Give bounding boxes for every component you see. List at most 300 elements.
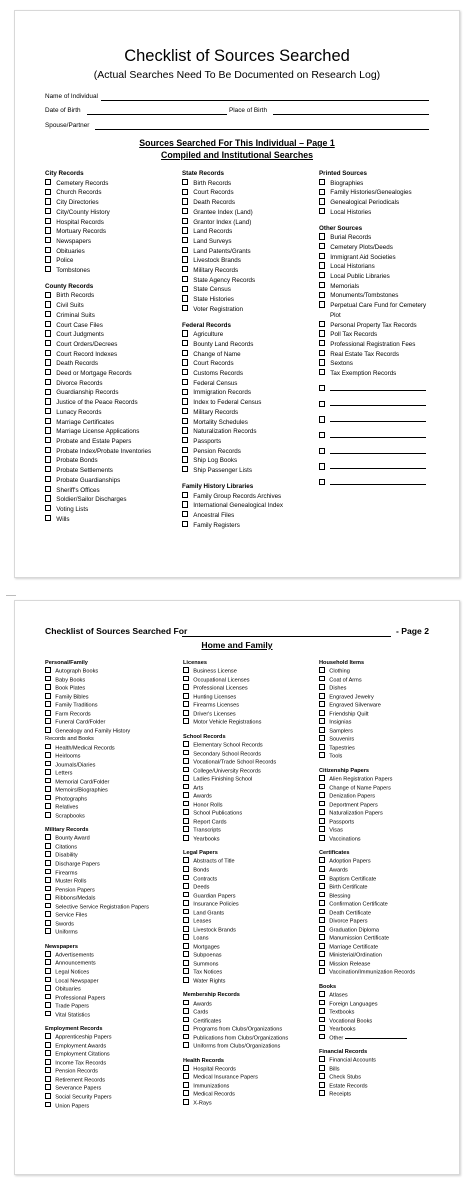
category-heading-financial-records: Financial Records	[319, 1049, 368, 1056]
blank-write-in-line[interactable]	[330, 405, 426, 406]
checkbox[interactable]	[319, 735, 325, 741]
checklist-item-other	[319, 1034, 415, 1043]
checkbox[interactable]	[182, 218, 188, 224]
checkbox[interactable]	[45, 456, 51, 462]
checkbox[interactable]	[45, 447, 51, 453]
checkbox[interactable]	[183, 951, 189, 957]
checkbox[interactable]	[183, 741, 189, 747]
checkbox[interactable]	[182, 398, 188, 404]
checkbox[interactable]	[182, 276, 188, 282]
checkbox[interactable]	[319, 943, 325, 949]
checkbox[interactable]	[183, 960, 189, 966]
checkbox[interactable]	[183, 926, 189, 932]
checkbox[interactable]	[45, 179, 51, 185]
checkbox[interactable]	[183, 684, 189, 690]
checkbox[interactable]	[183, 667, 189, 673]
checkbox[interactable]	[45, 968, 51, 974]
checkbox[interactable]	[319, 369, 325, 375]
checkbox[interactable]	[45, 803, 51, 809]
blank-write-in-line[interactable]	[330, 421, 426, 422]
checklist-label: Bounty Award	[55, 835, 90, 842]
checkbox[interactable]	[182, 359, 188, 365]
checklist-item-farm-records	[45, 710, 149, 719]
checkbox[interactable]	[182, 208, 188, 214]
checklist-item-wills	[45, 515, 151, 525]
checkbox[interactable]	[45, 1011, 51, 1017]
checkbox[interactable]	[183, 1065, 189, 1071]
checkbox[interactable]	[319, 189, 325, 195]
checkbox[interactable]	[183, 693, 189, 699]
checklist-item-genealogy-and-family-history	[45, 727, 149, 736]
checkbox[interactable]	[45, 667, 51, 673]
checkbox[interactable]	[319, 900, 325, 906]
checklist-item-book-plates	[45, 684, 149, 693]
checklist-item-state-census	[182, 285, 283, 295]
checklist-label: Yearbooks	[329, 1026, 356, 1033]
checklist-label: Foreign Languages	[329, 1000, 378, 1007]
checklist-label: Burial Records	[330, 234, 372, 242]
checklist-item-engraved-jewelry	[319, 693, 415, 702]
checkbox[interactable]	[319, 1017, 325, 1023]
checkbox[interactable]	[182, 247, 188, 253]
checkbox[interactable]	[45, 1102, 51, 1108]
blank-write-in-line[interactable]	[330, 437, 426, 438]
checklist-label: Bonds	[193, 867, 210, 874]
checkbox[interactable]	[319, 875, 325, 881]
checkbox[interactable]	[319, 179, 325, 185]
checklist-item-court-record-indexes	[45, 350, 151, 360]
checkbox[interactable]	[183, 835, 189, 841]
checkbox[interactable]	[183, 818, 189, 824]
checkbox[interactable]	[45, 778, 51, 784]
checkbox[interactable]	[45, 1033, 51, 1039]
checklist-label: Textbooks	[329, 1009, 355, 1016]
checklist-label: Disability	[55, 852, 78, 859]
checkbox[interactable]	[319, 321, 325, 327]
checkbox[interactable]	[45, 851, 51, 857]
checkbox[interactable]	[45, 920, 51, 926]
blank-write-in-line[interactable]	[330, 390, 426, 391]
checkbox[interactable]	[182, 466, 188, 472]
pob-field[interactable]	[273, 114, 429, 115]
checkbox[interactable]	[45, 959, 51, 965]
checkbox[interactable]	[45, 227, 51, 233]
checkbox[interactable]	[183, 676, 189, 682]
blank-write-in-line[interactable]	[330, 468, 426, 469]
checkbox[interactable]	[183, 1034, 189, 1040]
checklist-page-1	[14, 10, 460, 578]
checkbox[interactable]	[183, 1082, 189, 1088]
checkbox[interactable]	[182, 305, 188, 311]
checkbox[interactable]	[45, 977, 51, 983]
checklist-label: Wills	[56, 515, 70, 523]
checkbox[interactable]	[45, 369, 51, 375]
checkbox[interactable]	[182, 408, 188, 414]
checkbox[interactable]	[319, 208, 325, 214]
checkbox[interactable]	[319, 718, 325, 724]
checkbox[interactable]	[45, 311, 51, 317]
checkbox[interactable]	[319, 991, 325, 997]
checkbox[interactable]	[45, 718, 51, 724]
checkbox[interactable]	[182, 295, 188, 301]
checkbox[interactable]	[45, 903, 51, 909]
checkbox[interactable]	[319, 340, 325, 346]
checkbox[interactable]	[183, 758, 189, 764]
checkbox[interactable]	[183, 809, 189, 815]
checkbox[interactable]	[319, 968, 325, 974]
checkbox[interactable]	[319, 693, 325, 699]
checkbox[interactable]	[319, 292, 325, 298]
checklist-label: Land Records	[193, 228, 233, 236]
checklist-item-uniforms-from-clubs-organizations	[183, 1042, 288, 1051]
checkbox[interactable]	[319, 1056, 325, 1062]
checkbox[interactable]	[45, 198, 51, 204]
checklist-item-land-grants	[183, 909, 288, 918]
checkbox[interactable]	[182, 389, 188, 395]
checkbox[interactable]	[183, 784, 189, 790]
checklist-item-military-records	[182, 408, 283, 418]
checkbox[interactable]	[182, 456, 188, 462]
checkbox[interactable]	[319, 272, 325, 278]
checkbox[interactable]	[182, 237, 188, 243]
checkbox[interactable]	[45, 301, 51, 307]
checkbox[interactable]	[319, 1073, 325, 1079]
checkbox[interactable]	[182, 379, 188, 385]
checkbox[interactable]	[319, 1065, 325, 1071]
checkbox[interactable]	[183, 909, 189, 915]
checkbox[interactable]	[319, 826, 325, 832]
checkbox[interactable]	[45, 1042, 51, 1048]
checkbox[interactable]	[183, 883, 189, 889]
checkbox[interactable]	[319, 744, 325, 750]
checkbox[interactable]	[45, 437, 51, 443]
checkbox[interactable]	[182, 227, 188, 233]
checkbox[interactable]	[45, 1084, 51, 1090]
checklist-label: Personal Property Tax Records	[330, 321, 417, 329]
checkbox[interactable]	[45, 744, 51, 750]
checkbox[interactable]	[319, 792, 325, 798]
checkbox[interactable]	[45, 1067, 51, 1073]
checkbox[interactable]	[319, 710, 325, 716]
checklist-label: Soldier/Sailor Discharges	[56, 496, 127, 504]
checkbox[interactable]	[45, 710, 51, 716]
checklist-label: Hunting Licenses	[193, 694, 237, 701]
checkbox[interactable]	[45, 769, 51, 775]
checkbox[interactable]	[182, 511, 188, 517]
checkbox[interactable]	[45, 515, 51, 521]
checkbox[interactable]	[182, 521, 188, 527]
checkbox[interactable]	[319, 432, 325, 438]
checkbox[interactable]	[183, 792, 189, 798]
checkbox[interactable]	[319, 857, 325, 863]
checkbox[interactable]	[183, 710, 189, 716]
checklist-item-burial-records	[319, 233, 426, 243]
checkbox[interactable]	[319, 960, 325, 966]
checkbox[interactable]	[182, 340, 188, 346]
checkbox[interactable]	[319, 1008, 325, 1014]
checklist-item-journals-diaries	[45, 761, 149, 770]
checkbox[interactable]	[319, 801, 325, 807]
checkbox[interactable]	[45, 985, 51, 991]
checkbox[interactable]	[319, 479, 325, 485]
checkbox[interactable]	[45, 292, 51, 298]
checkbox[interactable]	[183, 701, 189, 707]
checklist-item-baby-books	[45, 676, 149, 685]
checkbox[interactable]	[183, 767, 189, 773]
checkbox[interactable]	[319, 866, 325, 872]
checkbox[interactable]	[183, 1000, 189, 1006]
checkbox[interactable]	[183, 1042, 189, 1048]
checkbox[interactable]	[319, 416, 325, 422]
checkbox[interactable]	[319, 253, 325, 259]
checklist-item-apprenticeship-papers	[45, 1033, 149, 1042]
checkbox[interactable]	[45, 330, 51, 336]
checkbox[interactable]	[45, 495, 51, 501]
checkbox[interactable]	[45, 247, 51, 253]
checkbox[interactable]	[45, 994, 51, 1000]
checkbox[interactable]	[183, 1017, 189, 1023]
page-2-name-field[interactable]	[182, 636, 391, 637]
other-write-in-line[interactable]	[345, 1038, 407, 1039]
checklist-item-tax-notices	[183, 968, 288, 977]
checklist-item-justice-of-the-peace-records	[45, 398, 151, 408]
checkbox[interactable]	[183, 750, 189, 756]
checkbox[interactable]	[45, 266, 51, 272]
checkbox[interactable]	[319, 727, 325, 733]
checkbox[interactable]	[45, 427, 51, 433]
checkbox[interactable]	[45, 340, 51, 346]
checkbox[interactable]	[182, 447, 188, 453]
checklist-item-deed-or-mortgage-records	[45, 369, 151, 379]
spouse-field[interactable]	[95, 129, 429, 130]
checkbox[interactable]	[183, 892, 189, 898]
checklist-label: Apprenticeship Papers	[55, 1034, 112, 1041]
checkbox[interactable]	[45, 860, 51, 866]
checkbox[interactable]	[183, 900, 189, 906]
checkbox[interactable]	[45, 886, 51, 892]
checkbox[interactable]	[319, 243, 325, 249]
checklist-item-samplers	[319, 727, 415, 736]
checkbox[interactable]	[182, 330, 188, 336]
checkbox[interactable]	[45, 359, 51, 365]
checkbox[interactable]	[183, 775, 189, 781]
checkbox[interactable]	[45, 398, 51, 404]
checkbox[interactable]	[45, 911, 51, 917]
checkbox[interactable]	[45, 928, 51, 934]
checkbox[interactable]	[319, 667, 325, 673]
checkbox[interactable]	[45, 761, 51, 767]
checkbox[interactable]	[45, 486, 51, 492]
checkbox[interactable]	[45, 189, 51, 195]
checkbox[interactable]	[319, 401, 325, 407]
checklist-label: Baby Books	[55, 677, 86, 684]
checklist-item-state-histories	[182, 295, 283, 305]
checkbox[interactable]	[45, 350, 51, 356]
checkbox[interactable]	[319, 909, 325, 915]
checklist-item-criminal-suits	[45, 311, 151, 321]
checkbox[interactable]	[45, 466, 51, 472]
category-heading-military-records: Military Records	[45, 827, 89, 834]
name-field[interactable]	[101, 100, 429, 101]
checkbox[interactable]	[319, 350, 325, 356]
checkbox[interactable]	[319, 784, 325, 790]
checkbox[interactable]	[182, 437, 188, 443]
checkbox[interactable]	[45, 476, 51, 482]
checkbox[interactable]	[319, 883, 325, 889]
checkbox[interactable]	[45, 877, 51, 883]
page-separator	[6, 595, 16, 596]
checkbox[interactable]	[45, 951, 51, 957]
checkbox[interactable]	[45, 1050, 51, 1056]
checkbox[interactable]	[45, 408, 51, 414]
checkbox[interactable]	[45, 843, 51, 849]
checkbox[interactable]	[183, 917, 189, 923]
checkbox[interactable]	[183, 977, 189, 983]
checkbox[interactable]	[319, 301, 325, 307]
checkbox[interactable]	[45, 727, 51, 733]
checkbox[interactable]	[183, 1073, 189, 1079]
checkbox[interactable]	[319, 917, 325, 923]
category-heading-state-records: State Records	[182, 170, 225, 177]
checkbox[interactable]	[45, 389, 51, 395]
checkbox[interactable]	[45, 894, 51, 900]
checkbox[interactable]	[182, 256, 188, 262]
checkbox[interactable]	[319, 1025, 325, 1031]
checkbox[interactable]	[319, 701, 325, 707]
checkbox[interactable]	[45, 208, 51, 214]
checklist-item-college-university-records	[183, 767, 288, 776]
checkbox[interactable]	[45, 795, 51, 801]
checkbox[interactable]	[182, 492, 188, 498]
checkbox[interactable]	[183, 1090, 189, 1096]
checkbox[interactable]	[319, 282, 325, 288]
checkbox[interactable]	[183, 718, 189, 724]
checklist-label: Leases	[193, 918, 212, 925]
column-personal-military	[45, 659, 149, 1110]
checkbox[interactable]	[45, 786, 51, 792]
checkbox[interactable]	[319, 926, 325, 932]
checklist-label: Civil Suits	[56, 302, 84, 310]
checkbox[interactable]	[183, 1099, 189, 1105]
checklist-item-ribbons-medals	[45, 894, 149, 903]
category-heading-family-history-libraries: Family History Libraries	[182, 482, 254, 490]
checkbox[interactable]	[319, 1090, 325, 1096]
blank-write-in-line[interactable]	[330, 453, 426, 454]
checklist-label: Pension Records	[55, 1068, 98, 1075]
checkbox[interactable]	[45, 256, 51, 262]
checkbox[interactable]	[182, 179, 188, 185]
checkbox[interactable]	[45, 379, 51, 385]
checklist-item-motor-vehicle-registrations	[183, 718, 288, 727]
checkbox[interactable]	[183, 968, 189, 974]
checkbox[interactable]	[182, 427, 188, 433]
checkbox[interactable]	[45, 693, 51, 699]
checkbox[interactable]	[183, 801, 189, 807]
checkbox[interactable]	[182, 350, 188, 356]
checkbox[interactable]	[183, 826, 189, 832]
checkbox[interactable]	[183, 1008, 189, 1014]
checkbox[interactable]	[319, 835, 325, 841]
checkbox[interactable]	[182, 189, 188, 195]
checkbox[interactable]	[45, 218, 51, 224]
checkbox[interactable]	[183, 875, 189, 881]
checkbox[interactable]	[45, 1076, 51, 1082]
checkbox[interactable]	[45, 505, 51, 511]
checklist-item-mission-release	[319, 960, 415, 969]
checklist-item-x-rays	[183, 1099, 288, 1108]
checkbox[interactable]	[45, 1059, 51, 1065]
checkbox[interactable]	[183, 1025, 189, 1031]
checkbox[interactable]	[319, 385, 325, 391]
checklist-item-local-histories	[319, 208, 426, 218]
checkbox[interactable]	[319, 463, 325, 469]
checkbox[interactable]	[182, 266, 188, 272]
blank-write-in-line[interactable]	[330, 484, 426, 485]
checkbox[interactable]	[182, 198, 188, 204]
checkbox[interactable]	[45, 1093, 51, 1099]
checkbox[interactable]	[319, 684, 325, 690]
checkbox[interactable]	[319, 233, 325, 239]
checkbox[interactable]	[319, 1034, 325, 1040]
checklist-label: Transcripts	[193, 827, 221, 834]
checkbox[interactable]	[182, 501, 188, 507]
checkbox[interactable]	[319, 1000, 325, 1006]
checkbox[interactable]	[319, 198, 325, 204]
blank-entry	[319, 400, 426, 410]
checkbox[interactable]	[183, 943, 189, 949]
checklist-label: Naturalization Records	[193, 428, 257, 436]
checkbox[interactable]	[319, 818, 325, 824]
checkbox[interactable]	[182, 369, 188, 375]
checkbox[interactable]	[182, 286, 188, 292]
checklist-item-financial-accounts	[319, 1056, 415, 1065]
checkbox[interactable]	[319, 1082, 325, 1088]
checkbox[interactable]	[319, 892, 325, 898]
checkbox[interactable]	[45, 701, 51, 707]
checklist-item-guardian-papers	[183, 892, 288, 901]
checkbox[interactable]	[183, 857, 189, 863]
checkbox[interactable]	[45, 237, 51, 243]
checkbox[interactable]	[45, 812, 51, 818]
checkbox[interactable]	[319, 752, 325, 758]
checkbox[interactable]	[183, 934, 189, 940]
checkbox[interactable]	[319, 262, 325, 268]
checklist-label: Ladies Finishing School	[193, 776, 253, 783]
checkbox[interactable]	[319, 359, 325, 365]
checkbox[interactable]	[45, 418, 51, 424]
checkbox[interactable]	[45, 869, 51, 875]
checkbox[interactable]	[45, 1002, 51, 1008]
checkbox[interactable]	[319, 448, 325, 454]
checkbox[interactable]	[45, 321, 51, 327]
checklist-label: Criminal Suits	[56, 311, 95, 319]
checkbox[interactable]	[45, 752, 51, 758]
checkbox[interactable]	[319, 775, 325, 781]
checkbox[interactable]	[319, 330, 325, 336]
checklist-label: Visas	[329, 827, 343, 834]
checkbox[interactable]	[319, 809, 325, 815]
checkbox[interactable]	[45, 676, 51, 682]
checkbox[interactable]	[319, 676, 325, 682]
checkbox[interactable]	[319, 934, 325, 940]
checkbox[interactable]	[183, 866, 189, 872]
checkbox[interactable]	[45, 834, 51, 840]
dob-field[interactable]	[87, 114, 227, 115]
checklist-label: Birth Records	[193, 179, 232, 187]
checkbox[interactable]	[319, 951, 325, 957]
checkbox[interactable]	[45, 684, 51, 690]
checkbox[interactable]	[182, 418, 188, 424]
